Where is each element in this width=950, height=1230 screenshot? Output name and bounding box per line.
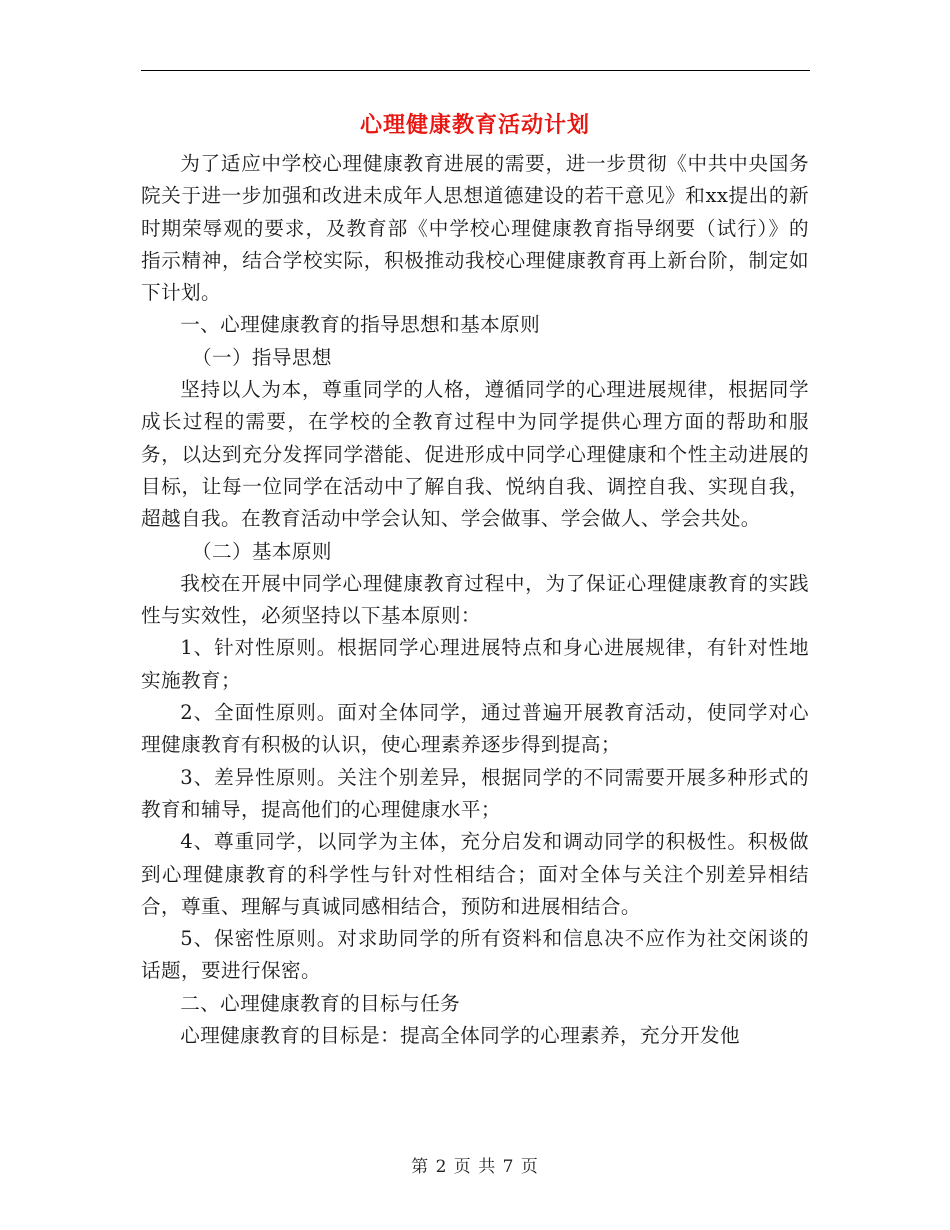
principles-intro-paragraph: 我校在开展中同学心理健康教育过程中，为了保证心理健康教育的实践性与实效性，必须坚持以下基本原则： bbox=[141, 571, 809, 628]
principle-item-4: 4、尊重同学，以同学为主体，充分启发和调动同学的积极性。积极做到心理健康教育的科学性与针对性相结合；面对全体与关注个别差异相结合，尊重、理解与真诚同感相结合，预防和进展相结合。 bbox=[141, 830, 809, 918]
section-heading-1: 一、心理健康教育的指导思想和基本原则 bbox=[180, 313, 541, 337]
subsection-heading-guiding-thought: （一）指导思想 bbox=[191, 345, 332, 369]
subsection-heading-basic-principles: （二）基本原则 bbox=[191, 539, 332, 563]
principle-item-2: 2、全面性原则。面对全体同学，通过普遍开展教育活动，使同学对心理健康教育有积极的认识，使心理素养逐步得到提高； bbox=[141, 701, 809, 757]
section-heading-2: 二、心理健康教育的目标与任务 bbox=[180, 991, 461, 1015]
principle-item-3: 3、差异性原则。关注个别差异，根据同学的不同需要开展多种形式的教育和辅导，提高他们的心理健康水平； bbox=[141, 765, 809, 821]
document-title: 心理健康教育活动计划 bbox=[359, 112, 590, 138]
document-body bbox=[141, 148, 809, 1052]
header-rule bbox=[141, 70, 810, 71]
page-number-footer: 第 2 页 共 7 页 bbox=[411, 1157, 539, 1177]
principle-item-1: 1、针对性原则。根据同学心理进展特点和身心进展规律，有针对性地实施教育； bbox=[141, 636, 809, 692]
intro-paragraph: 为了适应中学校心理健康教育进展的需要，进一步贯彻《中共中央国务院关于进一步加强和改进未成年人思想道德建设的若干意见》和xx提出的新时期荣辱观的要求，及教育部《中学校心理健康教育指导纲要（试行）》的指示精神，结合学校实际，积极推动我校心理健康教育再上新台阶，制定如下计划。 bbox=[141, 152, 809, 305]
guiding-thought-paragraph: 坚持以人为本，尊重同学的人格，遵循同学的心理进展规律，根据同学成长过程的需要，在学校的全教育过程中为同学提供心理方面的帮助和服务，以达到充分发挥同学潜能、促进形成中同学心理健康和个性主动进展的目标，让每一位同学在活动中了解自我、悦纳自我、调控自我、实现自我，超越自我。在教育活动中学会认知、学会做事、学会做人、学会共处。 bbox=[141, 378, 809, 531]
goals-paragraph: 心理健康教育的目标是：提高全体同学的心理素养，充分开发他 bbox=[180, 1024, 741, 1048]
principle-item-5: 5、保密性原则。对求助同学的所有资料和信息决不应作为社交闲谈的话题，要进行保密。 bbox=[141, 927, 809, 983]
